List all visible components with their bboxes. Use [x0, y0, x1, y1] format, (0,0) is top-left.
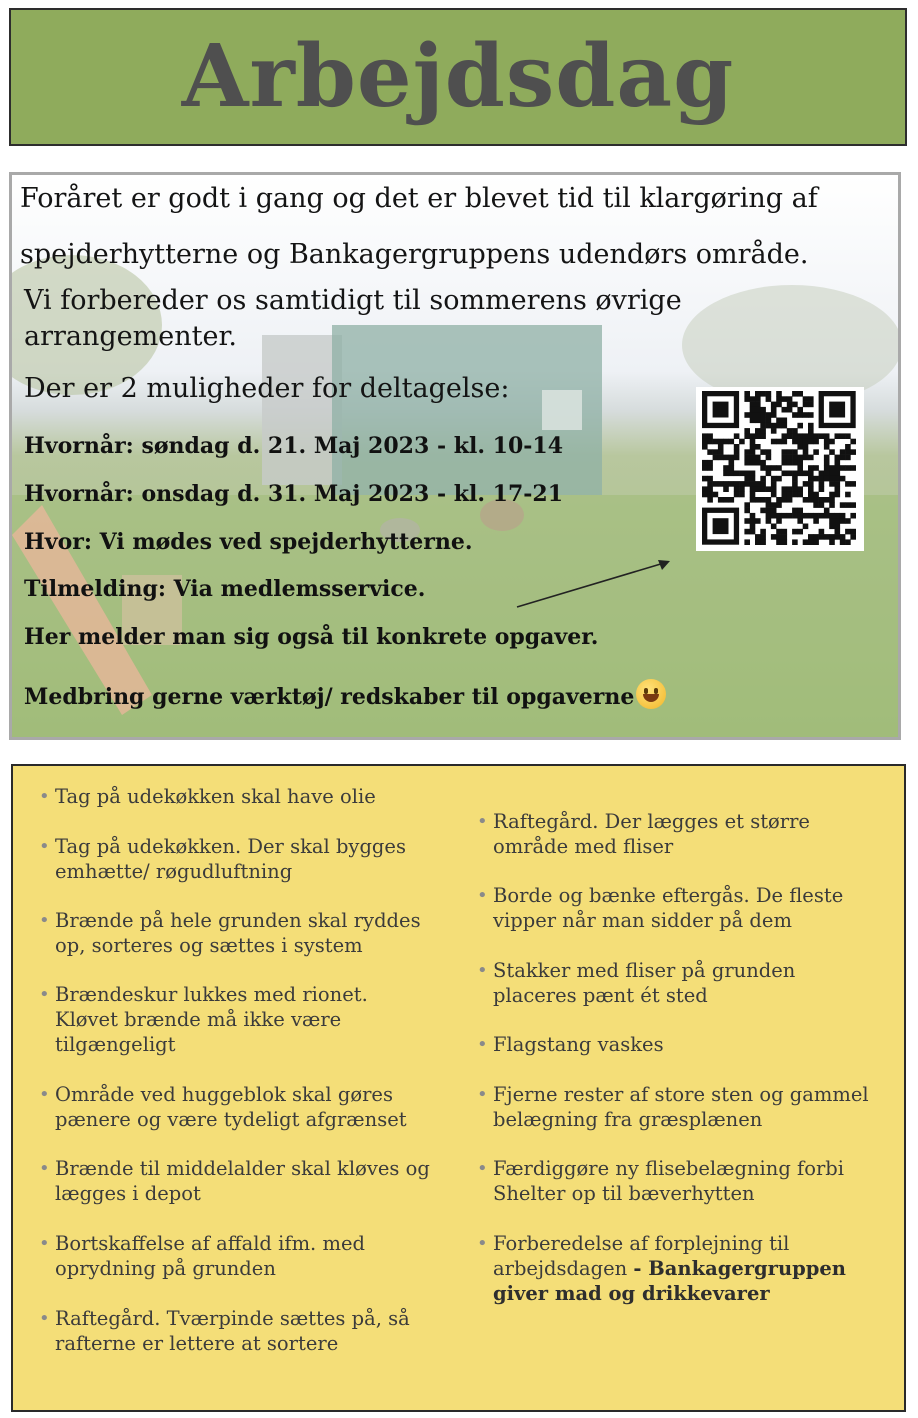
bullet-icon: •	[39, 836, 50, 857]
task-item	[477, 1156, 897, 1206]
intro-line-2: spejderhytterne og Bankagergruppens udendørs område.	[20, 239, 809, 270]
task-item	[477, 883, 897, 933]
bring-text: Medbring gerne værktøj/ redskaber til opgaverne	[24, 684, 635, 710]
task-item	[477, 1082, 897, 1132]
tasks-signup-line: Her melder man sig også til konkrete opgaver.	[24, 624, 599, 650]
task-line: emhætte/ røgudluftning	[55, 860, 293, 883]
task-line: Flagstang vaskes	[493, 1033, 664, 1056]
bullet-icon: •	[477, 1084, 488, 1105]
bullet-icon: •	[477, 811, 488, 832]
info-panel	[9, 172, 901, 740]
bullet-icon: •	[39, 786, 50, 807]
bullet-icon: •	[39, 910, 50, 931]
task-line: pænere og være tydeligt afgrænset	[55, 1108, 407, 1131]
task-line: oprydning på grunden	[55, 1257, 276, 1280]
task-line: Brændeskur lukkes med rionet.	[55, 983, 368, 1006]
tasks-panel	[11, 764, 906, 1412]
bullet-icon: •	[477, 1233, 488, 1254]
task-line: område med fliser	[493, 835, 674, 858]
task-line: tilgængeligt	[55, 1033, 176, 1056]
bullet-icon: •	[39, 984, 50, 1005]
bring-line	[24, 679, 666, 710]
bullet-icon: •	[477, 960, 488, 981]
task-item	[39, 784, 459, 809]
prep-line-2: arrangementer.	[24, 321, 237, 352]
task-line: op, sorteres og sættes i system	[55, 934, 363, 957]
when-sunday: Hvornår: søndag d. 21. Maj 2023 - kl. 10-14	[24, 433, 564, 459]
task-item	[39, 982, 459, 1057]
when-wednesday: Hvornår: onsdag d. 31. Maj 2023 - kl. 17-21	[24, 481, 564, 507]
bullet-icon: •	[477, 1034, 488, 1055]
bullet-icon: •	[39, 1158, 50, 1179]
task-line: lægges i depot	[55, 1182, 201, 1205]
task-line-bold: - Bankagergruppen	[633, 1257, 846, 1280]
options-line: Der er 2 muligheder for deltagelse:	[24, 373, 510, 404]
signup-line: Tilmelding: Via medlemsservice.	[24, 576, 426, 602]
task-line: Raftegård. Tværpinde sættes på, så	[55, 1307, 410, 1330]
task-line	[493, 1256, 897, 1281]
task-line: Brænde på hele grunden skal ryddes	[55, 909, 421, 932]
prep-line-1: Vi forbereder os samtidigt til sommerens øvrige	[24, 285, 682, 316]
intro-line-1: Foråret er godt i gang og det er blevet tid til klargøring af	[20, 183, 818, 214]
task-line: Fjerne rester af store sten og gammel	[493, 1083, 869, 1106]
task-line: Forberedelse af forplejning til	[493, 1232, 790, 1255]
task-line: Kløvet brænde må ikke være	[55, 1008, 342, 1031]
page-title: Arbejdsdag	[181, 26, 735, 127]
task-line: rafterne er lettere at sortere	[55, 1332, 339, 1355]
task-item	[477, 958, 897, 1008]
task-item	[477, 809, 897, 859]
task-item	[39, 1156, 459, 1206]
task-line: Borde og bænke eftergås. De fleste	[493, 884, 844, 907]
task-line: Tag på udekøkken skal have olie	[55, 785, 376, 808]
bullet-icon: •	[39, 1233, 50, 1254]
grinning-face-icon	[636, 679, 666, 709]
bullet-icon: •	[39, 1308, 50, 1329]
bullet-icon: •	[477, 1158, 488, 1179]
task-line: Raftegård. Der lægges et større	[493, 810, 810, 833]
task-line: Område ved huggeblok skal gøres	[55, 1083, 393, 1106]
task-line: Bortskaffelse af affald ifm. med	[55, 1232, 365, 1255]
task-line: belægning fra græsplænen	[493, 1108, 763, 1131]
task-line: Tag på udekøkken. Der skal bygges	[55, 835, 406, 858]
task-item	[39, 1082, 459, 1132]
task-line: Færdiggøre ny flisebelægning forbi	[493, 1157, 845, 1180]
task-item	[39, 1306, 459, 1356]
task-line: Shelter op til bæverhytten	[493, 1182, 755, 1205]
task-line: Stakker med fliser på grunden	[493, 959, 796, 982]
task-line-text: arbejdsdagen	[493, 1257, 634, 1280]
task-item	[39, 908, 459, 958]
task-line: Brænde til middelalder skal kløves og	[55, 1157, 430, 1180]
bullet-icon: •	[39, 1084, 50, 1105]
task-item	[39, 1231, 459, 1281]
task-item	[477, 1231, 897, 1306]
task-line-bold-text: giver mad og drikkevarer	[493, 1282, 770, 1305]
task-item	[477, 1032, 897, 1057]
task-line-bold	[493, 1281, 897, 1306]
bullet-icon: •	[477, 885, 488, 906]
task-line: vipper når man sidder på dem	[493, 909, 792, 932]
where-line: Hvor: Vi mødes ved spejderhytterne.	[24, 529, 473, 555]
arrow-icon	[512, 555, 682, 615]
qr-code-icon[interactable]	[696, 387, 864, 551]
title-banner	[9, 8, 907, 146]
task-item	[39, 834, 459, 884]
task-line: placeres pænt ét sted	[493, 984, 708, 1007]
